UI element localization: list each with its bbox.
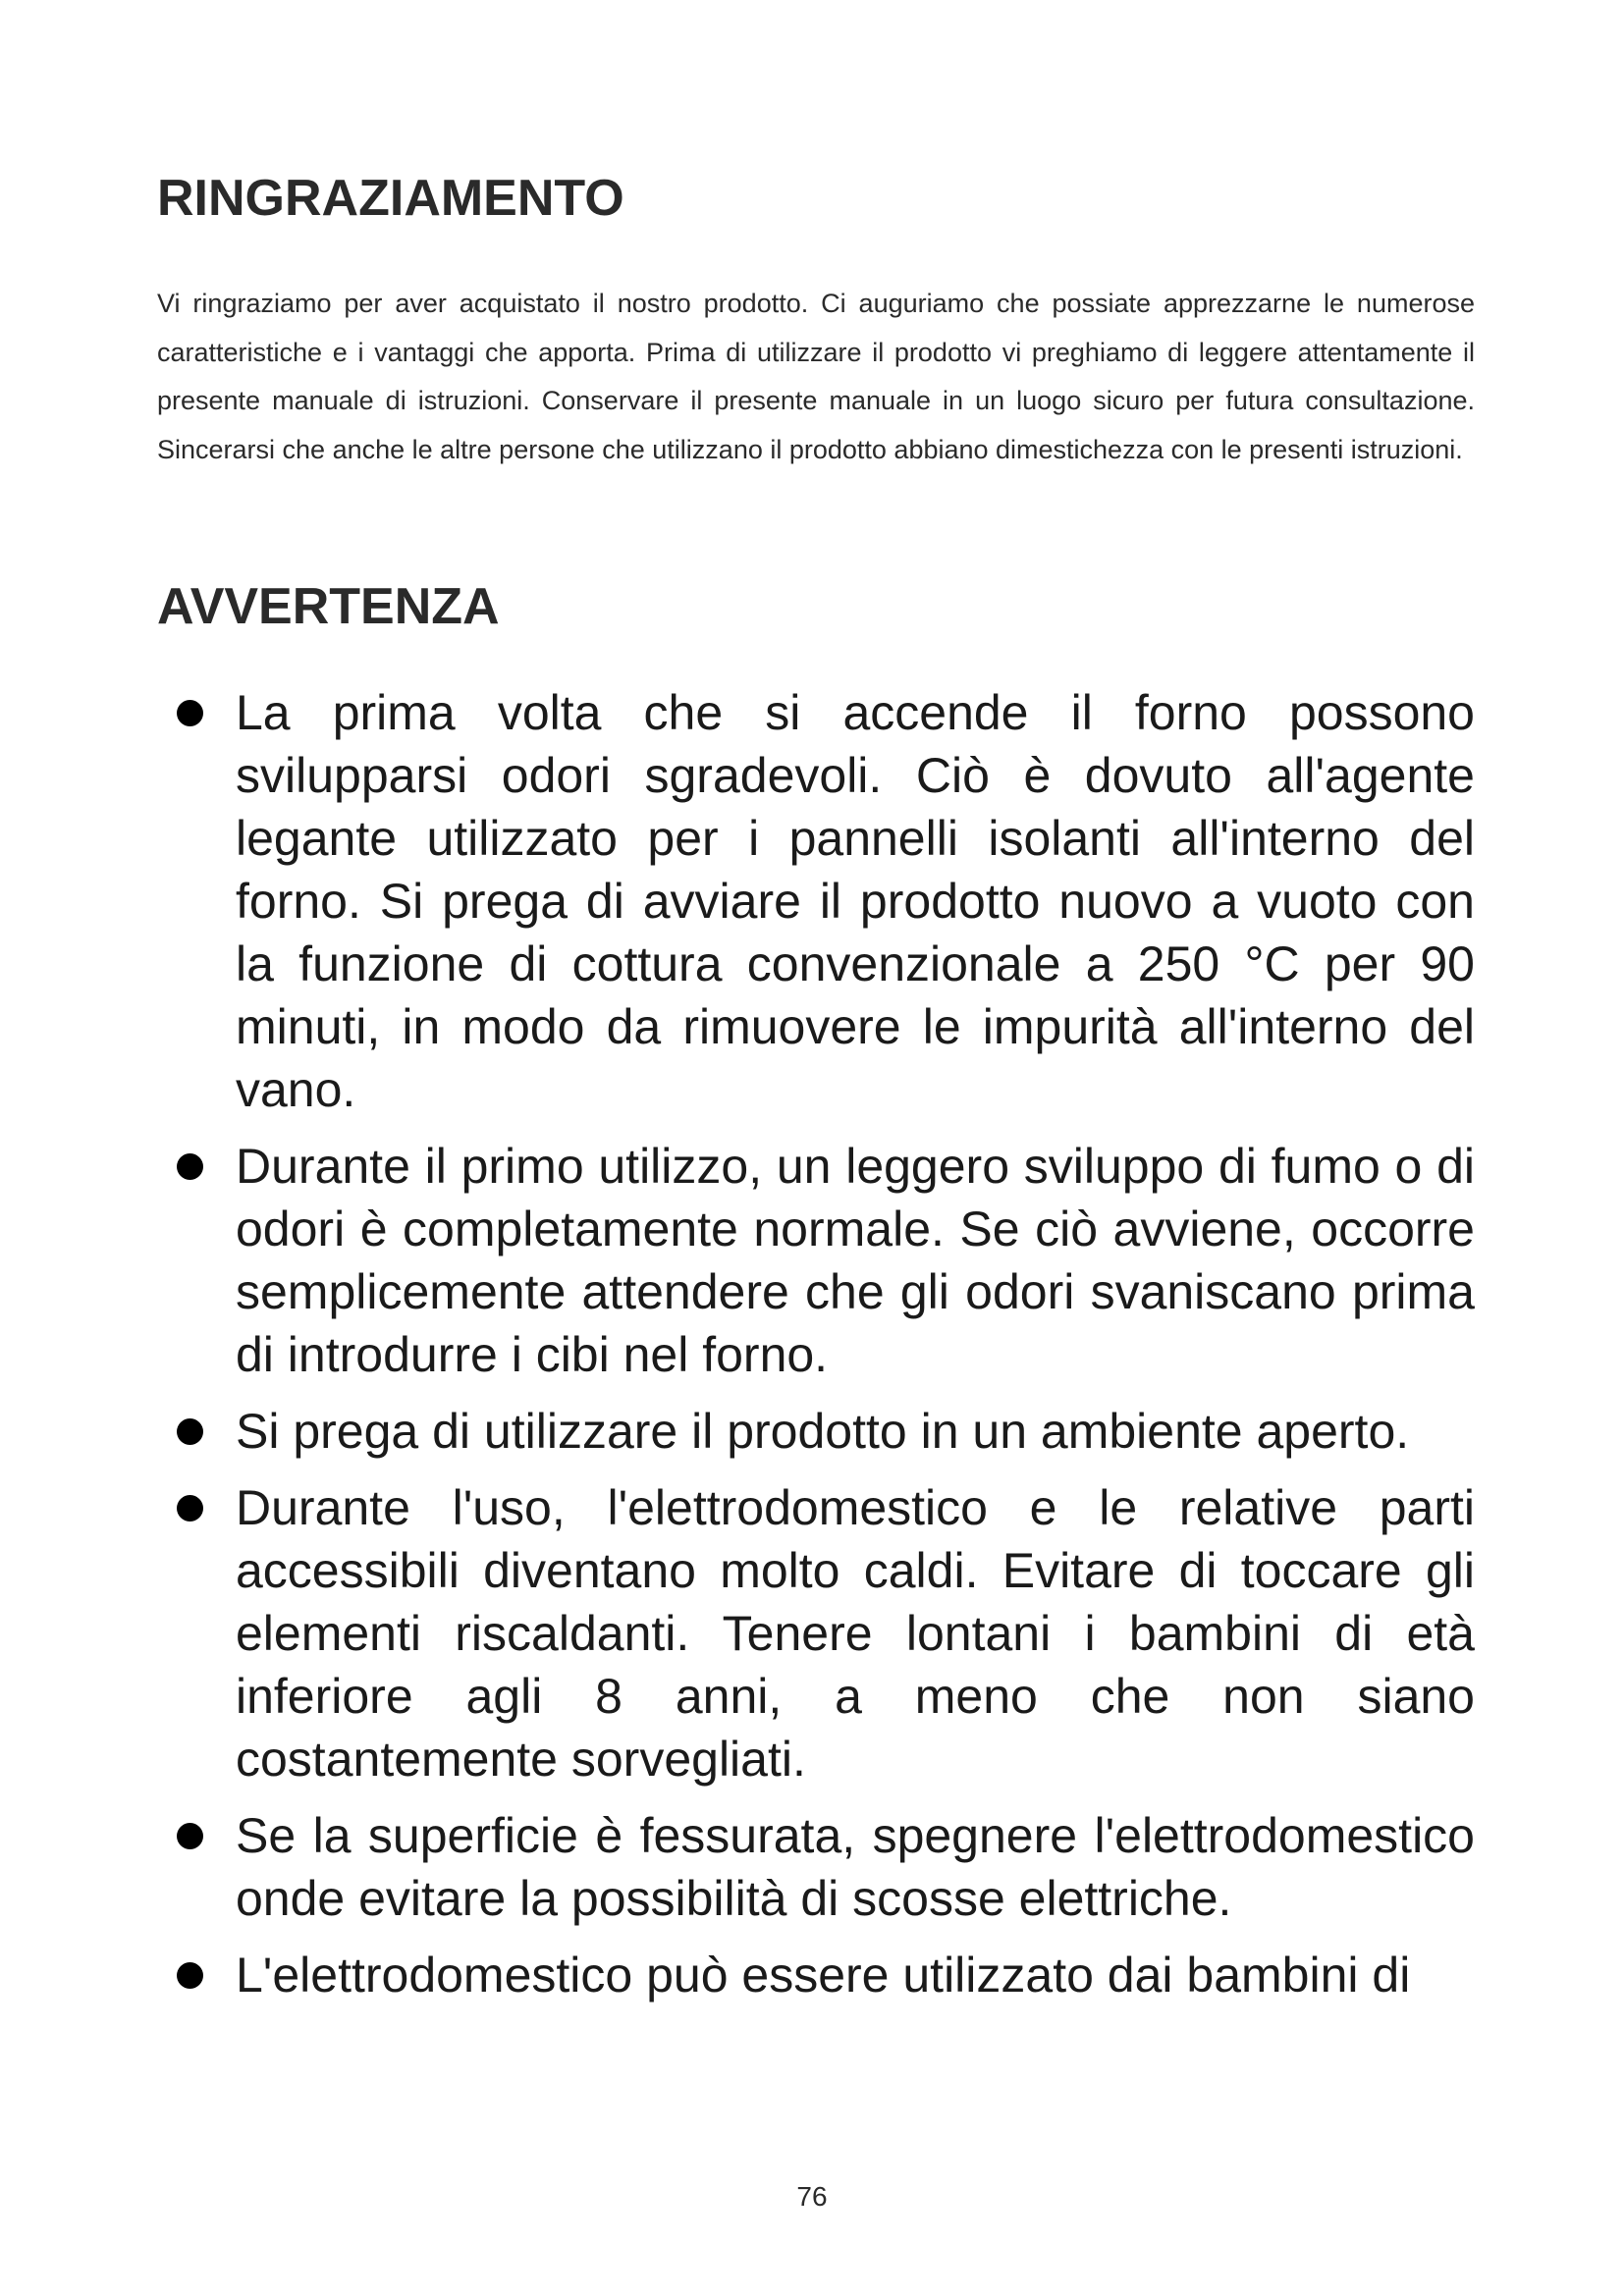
warning-list	[157, 681, 1475, 2020]
warning-item-text: Durante l'uso, l'elettrodomestico e le relative parti accessibili diventano molto caldi. Evitare di toccare gli elementi riscaldanti. Tenere lontani i bambini di età inferiore agli 8 anni, a meno che non siano costantemente sorvegliati.	[236, 1480, 1475, 1787]
bullet-icon	[177, 1823, 203, 1849]
bullet-icon	[177, 1418, 203, 1445]
warning-item	[157, 1400, 1475, 1463]
warning-item	[157, 1476, 1475, 1790]
bullet-icon	[177, 1153, 203, 1180]
page-number: 76	[796, 2181, 828, 2212]
warning-item-text: L'elettrodomestico può essere utilizzato dai bambini di	[236, 1948, 1411, 2002]
warning-item	[157, 1944, 1475, 2006]
warning-item-text: Durante il primo utilizzo, un leggero sviluppo di fumo o di odori è completamente normale. Se ciò avviene, occorre semplicemente attendere che gli odori svaniscano prima di introdurre i cibi nel forno.	[236, 1139, 1475, 1382]
bullet-icon	[177, 1962, 203, 1989]
warning-item-text: Si prega di utilizzare il prodotto in un ambiente aperto.	[236, 1404, 1410, 1459]
warning-item	[157, 681, 1475, 1121]
warning-item-text: Se la superficie è fessurata, spegnere l'elettrodomestico onde evitare la possibilità di scosse elettriche.	[236, 1808, 1475, 1926]
warning-item	[157, 1804, 1475, 1930]
bullet-icon	[177, 700, 203, 726]
section-title-thanks: RINGRAZIAMENTO	[157, 170, 624, 227]
section-title-warning: AVVERTENZA	[157, 578, 500, 635]
warning-item	[157, 1135, 1475, 1386]
thanks-paragraph: Vi ringraziamo per aver acquistato il nostro prodotto. Ci auguriamo che possiate apprezzarne le numerose caratteristiche e i vantaggi che apporta. Prima di utilizzare il prodotto vi preghiamo di leggere attentamente il presente manuale di istruzioni. Conservare il presente manuale in un luogo sicuro per futura consultazione. Sincerarsi che anche le altre persone che utilizzano il prodotto abbiano dimestichezza con le presenti istruzioni.	[157, 289, 1475, 464]
bullet-icon	[177, 1495, 203, 1522]
warning-item-text: La prima volta che si accende il forno possono svilupparsi odori sgradevoli. Ciò è dovuto all'agente legante utilizzato per i pannelli isolanti all'interno del forno. Si prega di avviare il prodotto nuovo a vuoto con la funzione di cottura convenzionale a 250 °C per 90 minuti, in modo da rimuovere le impurità all'interno del vano.	[236, 685, 1475, 1117]
